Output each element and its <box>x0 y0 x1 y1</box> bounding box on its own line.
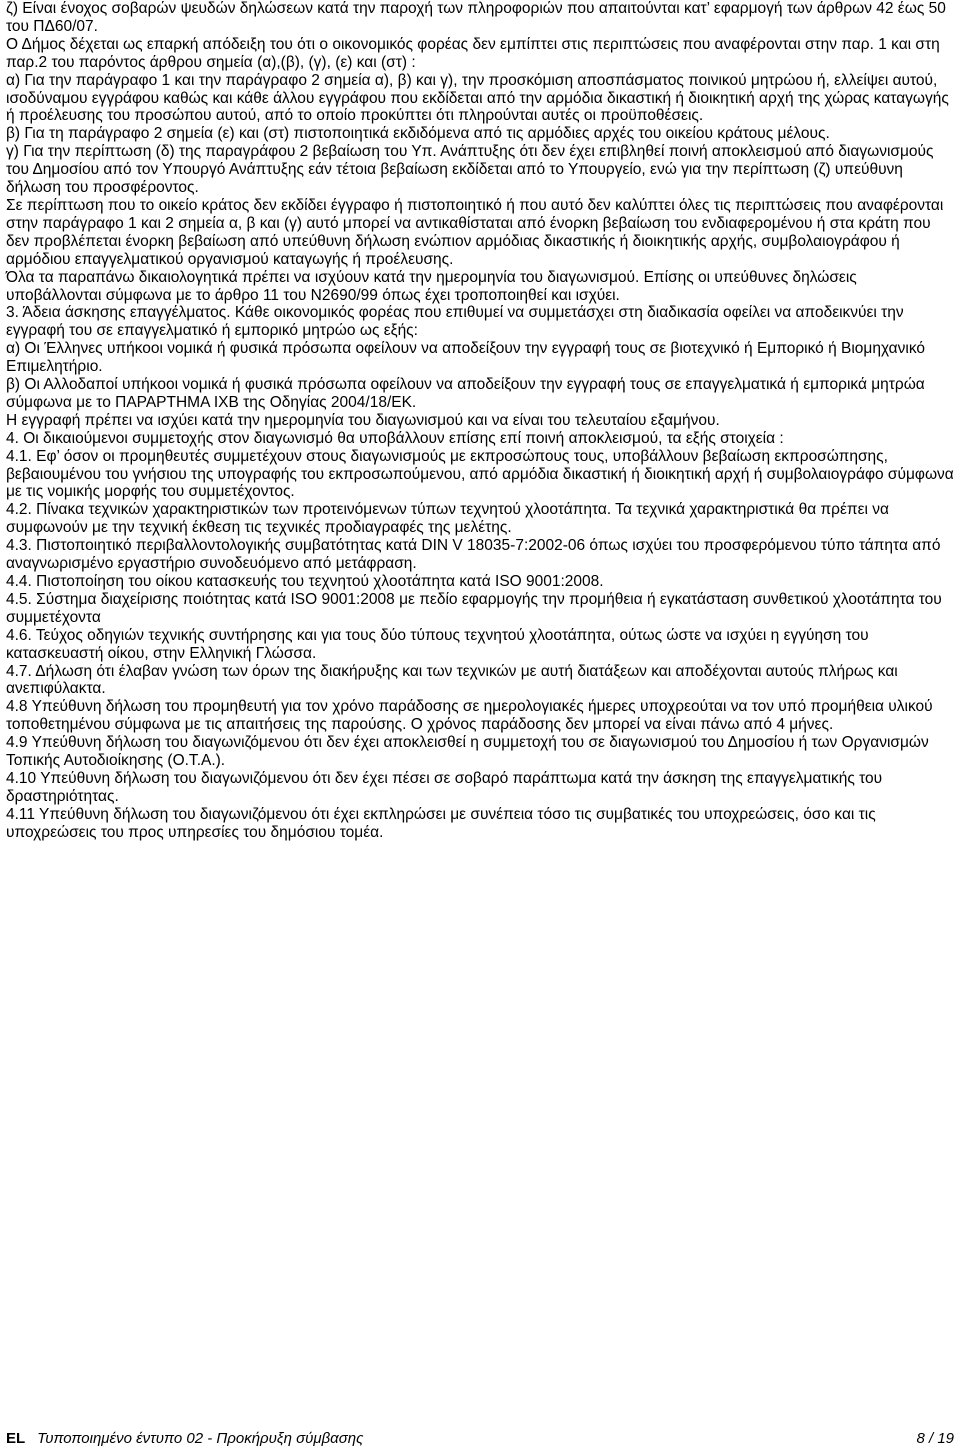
footer-language-code: EL <box>6 1430 26 1447</box>
page-footer <box>6 1428 954 1450</box>
paragraph: α) Οι Έλληνες υπήκοοι νομικά ή φυσικά πρόσωπα οφείλουν να αποδείξουν την εγγραφή τους σε βιοτεχνικό ή Εμπορικό ή Βιομηχανικό Επιμελητήριο. <box>6 340 926 376</box>
paragraph: Η εγγραφή πρέπει να ισχύει κατά την ημερομηνία του διαγωνισμού και να είναι του τελευταίου εξαμήνου. <box>6 411 720 429</box>
paragraph: 4.9 Υπεύθυνη δήλωση του διαγωνιζόμενου ότι δεν έχει αποκλεισθεί η συμμετοχή του σε διαγωνισμού του Δημοσίου ή των Οργανισμών Τοπικής Αυτοδιοίκησης (Ο.Τ.Α.). <box>6 734 929 770</box>
paragraph: ζ) Είναι ένοχος σοβαρών ψευδών δηλώσεων κατά την παροχή των πληροφοριών που απαιτούνται κατ’ εφαρμογή των άρθρων 42 έως 50 του ΠΔ60/07. <box>6 0 946 35</box>
paragraph: Ο Δήμος δέχεται ως επαρκή απόδειξη του ότι ο οικονομικός φορέας δεν εμπίπτει στις περιπτώσεις που αναφέρονται στην παρ. 1 και στη παρ.2 του παρόντος άρθρου σημεία (α),(β), (γ), (ε) και (στ) : <box>6 35 940 71</box>
paragraph: Σε περίπτωση που το οικείο κράτος δεν εκδίδει έγγραφο ή πιστοποιητικό ή που αυτό δεν καλύπτει όλες τις περιπτώσεις που αναφέρονται στην παράγραφο 1 και 2 σημεία α, β και (γ) αυτό μπορεί να αντικαθίσταται από ένορκη βεβαίωση του ενδιαφερομένου ή στα κράτη που δεν προβλέπεται ένορκη βεβαίωση από υπεύθυνη δήλωση ενώπιον αρμόδιας δικαστικής ή διοικητικής αρχής, συμβολαιογράφου ή αρμόδιου επαγγελματικού οργανισμού καταγωγής ή προέλευσης. <box>6 196 944 268</box>
paragraph: 3. Άδεια άσκησης επαγγέλματος. Κάθε οικονομικός φορέας που επιθυμεί να συμμετάσχει στη διαδικασία οφείλει να αποδεικνύει την εγγραφή του σε επαγγελματικό ή εμπορικό μητρώο ως εξής: <box>6 304 904 340</box>
paragraph: 4.6. Τεύχος οδηγιών τεχνικής συντήρησης και για τους δύο τύπους τεχνητού χλοοτάπητα, ούτως ώστε να ισχύει η εγγύηση του κατασκευαστή οίκου, στην Ελληνική Γλώσσα. <box>6 626 869 662</box>
document-body <box>6 0 954 842</box>
paragraph: 4.2. Πίνακα τεχνικών χαρακτηριστικών των προτεινόμενων τύπων τεχνητού χλοοτάπητα. Τα τεχνικά χαρακτηριστικά θα πρέπει να συμφωνούν με την τεχνική έκθεση τις τεχνικές προδιαγραφές της μελέτης. <box>6 501 889 537</box>
paragraph: 4.5. Σύστημα διαχείρισης ποιότητας κατά ISO 9001:2008 με πεδίο εφαρμογής την προμήθεια ή εγκατάσταση συνθετικού χλοοτάπητα του συμμετέχοντα <box>6 590 942 626</box>
paragraph: α) Για την παράγραφο 1 και την παράγραφο 2 σημεία α), β) και γ), την προσκόμιση αποσπάσματος ποινικού μητρώου ή, ελλείψει αυτού, ισοδύναμου εγγράφου καθώς και κάθε άλλου εγγράφου που εκδίδεται από την αρμόδια δικαστική ή διοικητική αρχή της χώρας καταγωγής ή προέλευσης του προσώπου αυτού, από το οποίο προκύπτει ότι πληρούνται αυτές οι προϋποθέσεις. <box>6 71 949 125</box>
paragraph: 4.11 Υπεύθυνη δήλωση του διαγωνιζόμενου ότι έχει εκπληρώσει με συνέπεια τόσο τις συμβατικές του υποχρεώσεις, όσο και τις υποχρεώσεις του προς υπηρεσίες του δημόσιου τομέα. <box>6 805 876 841</box>
paragraph: 4.1. Εφ’ όσον οι προμηθευτές συμμετέχουν στους διαγωνισμούς με εκπροσώπους τους, υποβάλλουν βεβαίωση εκπροσώπησης, βεβαιουμένου του γνήσιου της υπογραφής του εκπροσωπούμενου, από αρμόδια δικαστική ή διοικητική αρχή ή συμβολαιογράφο σύμφωνα με τις νομικής μορφής του συμμετέχοντος. <box>6 447 954 501</box>
paragraph: 4.10 Υπεύθυνη δήλωση του διαγωνιζόμενου ότι δεν έχει πέσει σε σοβαρό παράπτωμα κατά την άσκηση της επαγγελματικής του δραστηριότητας. <box>6 769 883 805</box>
paragraph: Όλα τα παραπάνω δικαιολογητικά πρέπει να ισχύουν κατά την ημερομηνία του διαγωνισμού. Επίσης οι υπεύθυνες δηλώσεις υποβάλλονται σύμφωνα με το άρθρο 11 του Ν2690/99 όπως έχει τροποποιηθεί και ισχύει. <box>6 268 857 304</box>
paragraph: β) Οι Αλλοδαποί υπήκοοι νομικά ή φυσικά πρόσωπα οφείλουν να αποδείξουν την εγγραφή τους σε επαγγελματικά ή εμπορικά μητρώα σύμφωνα με το ΠΑΡΑΡΤΗΜΑ ΙΧΒ της Οδηγίας 2004/18/ΕΚ. <box>6 376 925 411</box>
footer-page-number: 8 / 19 <box>916 1430 954 1447</box>
paragraph: 4.3. Πιστοποιητικό περιβαλλοντολογικής συμβατότητας κατά DIN V 18035-7:2002-06 όπως ισχύει του προσφερόμενου τύπο τάπητα από αναγνωρισμένο εργαστήριο συνοδευόμενο από μετάφραση. <box>6 537 941 573</box>
paragraph: 4.8 Υπεύθυνη δήλωση του προμηθευτή για τον χρόνο παράδοσης σε ημερολογιακές ήμερες υποχρεούται να τον υπό προμήθεια υλικού τοποθετημένου σύμφωνα με τις απαιτήσεις της παρούσης. Ο χρόνος παράδοσης δεν μπορεί να είναι πάνω από 4 μήνες. <box>6 698 933 734</box>
paragraph: γ) Για την περίπτωση (δ) της παραγράφου 2 βεβαίωση του Υπ. Ανάπτυξης ότι δεν έχει επιβληθεί ποινή αποκλεισμού από διαγωνισμούς του Δημοσίου από τον Υπουργό Ανάπτυξης εάν τέτοια βεβαίωση εκδίδεται από το Υπουργείο, ενώ για την περίπτωση (ζ) υπεύθυνη δήλωση του προσφέροντος. <box>6 143 934 197</box>
paragraph: 4.4. Πιστοποίηση του οίκου κατασκευής του τεχνητού χλοοτάπητα κατά ISO 9001:2008. <box>6 573 604 590</box>
footer-form-title: Τυποποιημένο έντυπο 02 - Προκήρυξη σύμβασης <box>37 1430 364 1447</box>
paragraph: 4. Οι δικαιούμενοι συμμετοχής στον διαγωνισμό θα υποβάλλουν επίσης επί ποινή αποκλεισμού, τα εξής στοιχεία : <box>6 429 784 447</box>
paragraph: β) Για τη παράγραφο 2 σημεία (ε) και (στ) πιστοποιητικά εκδιδόμενα από τις αρμόδιες αρχές του οικείου κράτους μέλους. <box>6 125 830 143</box>
paragraph: 4.7. Δήλωση ότι έλαβαν γνώση των όρων της διακήρυξης και των τεχνικών με αυτή διατάξεων και αποδέχονται αυτούς πλήρως και ανεπιφύλακτα. <box>6 662 898 698</box>
